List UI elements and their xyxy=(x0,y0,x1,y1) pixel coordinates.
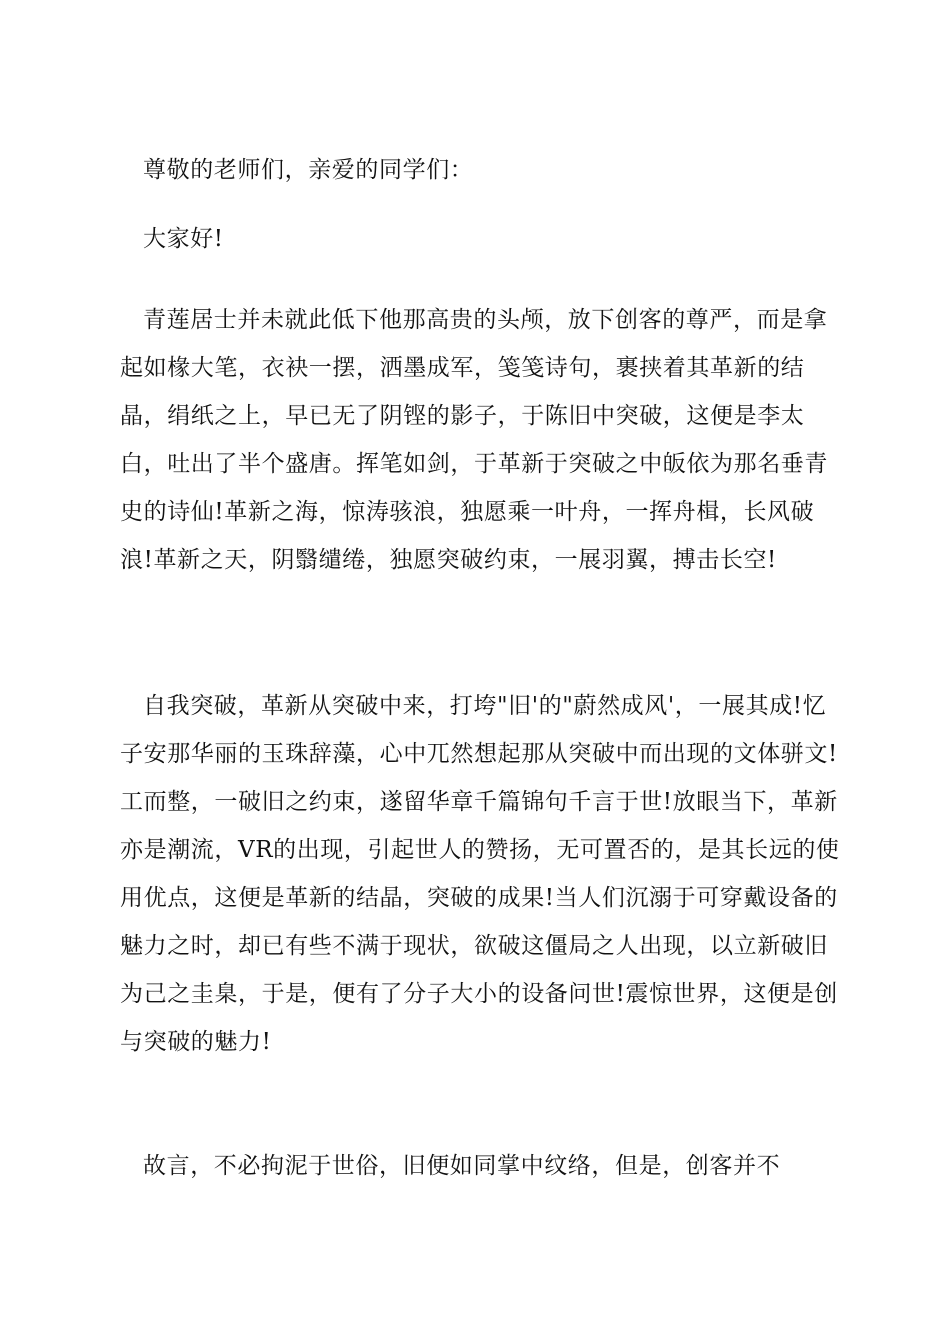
paragraph-1: 青莲居士并未就此低下他那高贵的头颅，放下创客的尊严，而是拿起如椽大笔，衣袂一摆，洒墨成军，笺笺诗句，裹挟着其革新的结晶，绢纸之上，早已无了阴铿的影子，于陈旧中突破，这便是李太白，吐出了半个盛唐。挥笔如剑，于革新于突破之中皈依为那名垂青史的诗仙!革新之海，惊涛骇浪，独愿乘一叶舟，一挥舟楫，长风破浪!革新之天，阴翳缱绻，独愿突破约束，一展羽翼，搏击长空! xyxy=(120,307,828,573)
salutation-text: 尊敬的老师们，亲爱的同学们： xyxy=(143,157,474,183)
paragraph-1-block xyxy=(120,296,840,584)
paragraph-2: 自我突破，革新从突破中来，打垮"旧'的"蔚然成风'，一展其成!忆子安那华丽的玉珠辞藻，心中兀然想起那从突破中而出现的文体骈文!工而整，一破旧之约束，遂留华章千篇锦句千言于世!放眼当下，革新亦是潮流，VR的出现，引起世人的赞扬，无可置否的，是其长远的使用优点，这便是革新的结晶，突破的成果!当人们沉溺于可穿戴设备的魅力之时，却已有些不满于现状，欲破这僵局之人出现，以立新破旧为己之圭臬，于是，便有了分子大小的设备问世!震惊世界，这便是创与突破的魅力! xyxy=(120,693,840,1055)
greeting-text: 大家好! xyxy=(143,226,224,252)
paragraph-2-block xyxy=(120,682,840,1066)
paragraph-3-block xyxy=(120,1142,840,1190)
greeting-block xyxy=(120,215,840,263)
paragraph-3: 故言，不必拘泥于世俗，旧便如同掌中纹络，但是，创客并不 xyxy=(143,1153,781,1179)
salutation-block xyxy=(120,146,840,194)
